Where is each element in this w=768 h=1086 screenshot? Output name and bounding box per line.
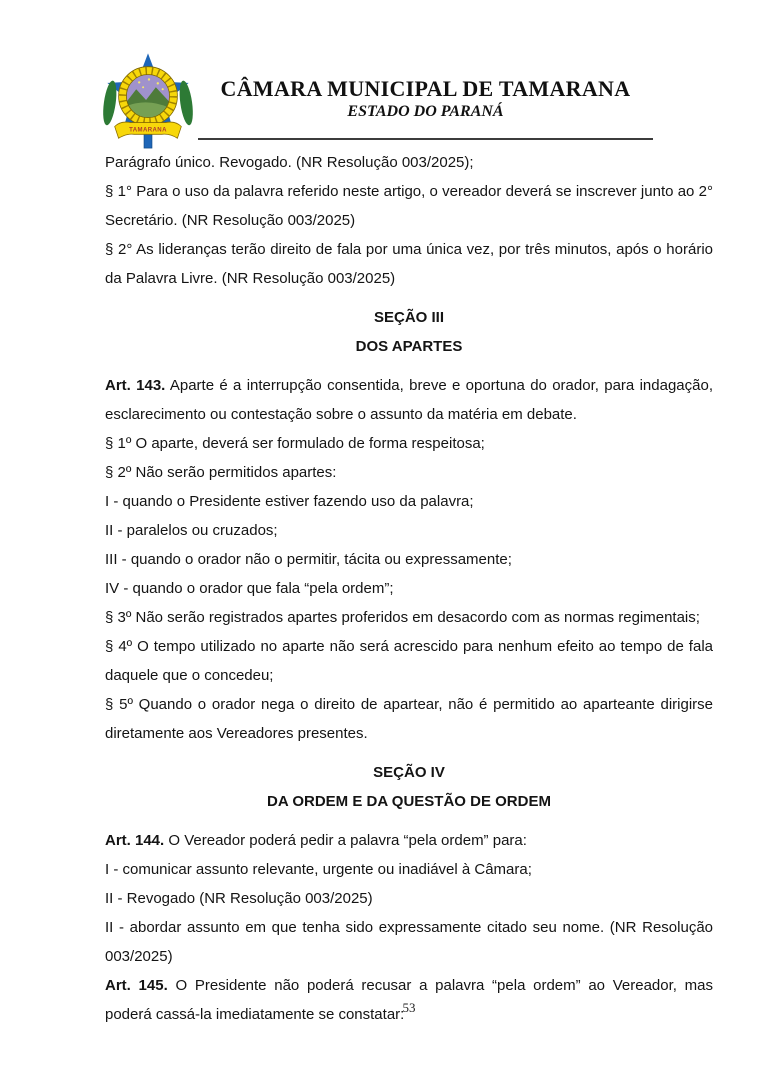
paragraph bbox=[105, 826, 713, 855]
paragraph bbox=[105, 884, 713, 913]
paragraph bbox=[105, 148, 713, 177]
paragraph bbox=[105, 603, 713, 632]
header-divider bbox=[198, 138, 653, 140]
paragraph bbox=[105, 516, 713, 545]
paragraph-text: IV - quando o orador que fala “pela ordem”; bbox=[105, 580, 394, 597]
paragraph-text: O Vereador poderá pedir a palavra “pela ordem” para: bbox=[164, 832, 527, 849]
org-title: CÂMARA MUNICIPAL DE TAMARANA bbox=[220, 76, 631, 101]
paragraph-text: § 2º Não serão permitidos apartes: bbox=[105, 464, 337, 481]
paragraph bbox=[105, 177, 713, 235]
paragraph-text: SEÇÃO III bbox=[373, 309, 444, 326]
paragraph bbox=[105, 690, 713, 748]
paragraph bbox=[105, 458, 713, 487]
article-number: Art. 143. bbox=[105, 377, 166, 394]
letterhead bbox=[198, 76, 653, 121]
document-body bbox=[105, 148, 713, 1029]
org-subtitle: ESTADO DO PARANÁ bbox=[347, 103, 504, 120]
paragraph-text: II - paralelos ou cruzados; bbox=[105, 522, 278, 539]
article-number: Art. 144. bbox=[105, 832, 165, 849]
paragraph-text: O Presidente não poderá recusar a palavra “pela ordem” ao Vereador, mas poderá cassá-la imediatamente se constatar: bbox=[105, 977, 713, 1023]
paragraph bbox=[105, 574, 713, 603]
page-number: 53 bbox=[402, 1000, 416, 1015]
paragraph-text: § 3º Não serão registrados apartes proferidos em desacordo com as normas regimentais; bbox=[105, 609, 700, 626]
paragraph-text: I - comunicar assunto relevante, urgente ou inadiável à Câmara; bbox=[105, 861, 532, 878]
paragraph-text: § 5º Quando o orador nega o direito de apartear, não é permitido ao aparteante dirigirse diretamente aos Vereadores presentes. bbox=[105, 696, 713, 742]
paragraph-text: III - quando o orador não o permitir, tácita ou expressamente; bbox=[105, 551, 512, 568]
paragraph bbox=[105, 855, 713, 884]
article-number: Art. 145. bbox=[105, 977, 168, 994]
paragraph bbox=[105, 235, 713, 293]
paragraph-text: § 2° As lideranças terão direito de fala por uma única vez, por três minutos, após o horário da Palavra Livre. (NR Resolução 003/2025) bbox=[105, 241, 713, 287]
paragraph-text: II - Revogado (NR Resolução 003/2025) bbox=[105, 890, 373, 907]
paragraph-text: DOS APARTES bbox=[355, 338, 463, 355]
section-heading bbox=[105, 758, 713, 787]
section-heading bbox=[105, 332, 713, 361]
ribbon-text: TAMARANA bbox=[129, 127, 167, 134]
paragraph-text: Parágrafo único. Revogado. (NR Resolução 003/2025); bbox=[105, 154, 474, 171]
paragraph bbox=[105, 545, 713, 574]
paragraph bbox=[105, 632, 713, 690]
paragraph-text: I - quando o Presidente estiver fazendo uso da palavra; bbox=[105, 493, 474, 510]
paragraph bbox=[105, 429, 713, 458]
coat-of-arms-logo bbox=[100, 52, 196, 150]
paragraph-text: § 1° Para o uso da palavra referido neste artigo, o vereador deverá se inscrever junto ao 2° Secretário. (NR Resolução 003/2025) bbox=[105, 183, 713, 229]
paragraph bbox=[105, 913, 713, 971]
section-heading bbox=[105, 303, 713, 332]
paragraph-text: Aparte é a interrupção consentida, breve e oportuna do orador, para indagação, esclarecimento ou contestação sobre o assunto da matéria em debate. bbox=[105, 377, 713, 423]
paragraph bbox=[105, 371, 713, 429]
paragraph-text: II - abordar assunto em que tenha sido expressamente citado seu nome. (NR Resolução 003/2025) bbox=[105, 919, 713, 965]
paragraph-text: SEÇÃO IV bbox=[373, 764, 445, 781]
paragraph-text: § 1º O aparte, deverá ser formulado de forma respeitosa; bbox=[105, 435, 485, 452]
section-heading bbox=[105, 787, 713, 816]
paragraph bbox=[105, 487, 713, 516]
paragraph-text: DA ORDEM E DA QUESTÃO DE ORDEM bbox=[267, 793, 551, 810]
paragraph-text: § 4º O tempo utilizado no aparte não será acrescido para nenhum efeito ao tempo de fala daquele que o concedeu; bbox=[105, 638, 713, 684]
